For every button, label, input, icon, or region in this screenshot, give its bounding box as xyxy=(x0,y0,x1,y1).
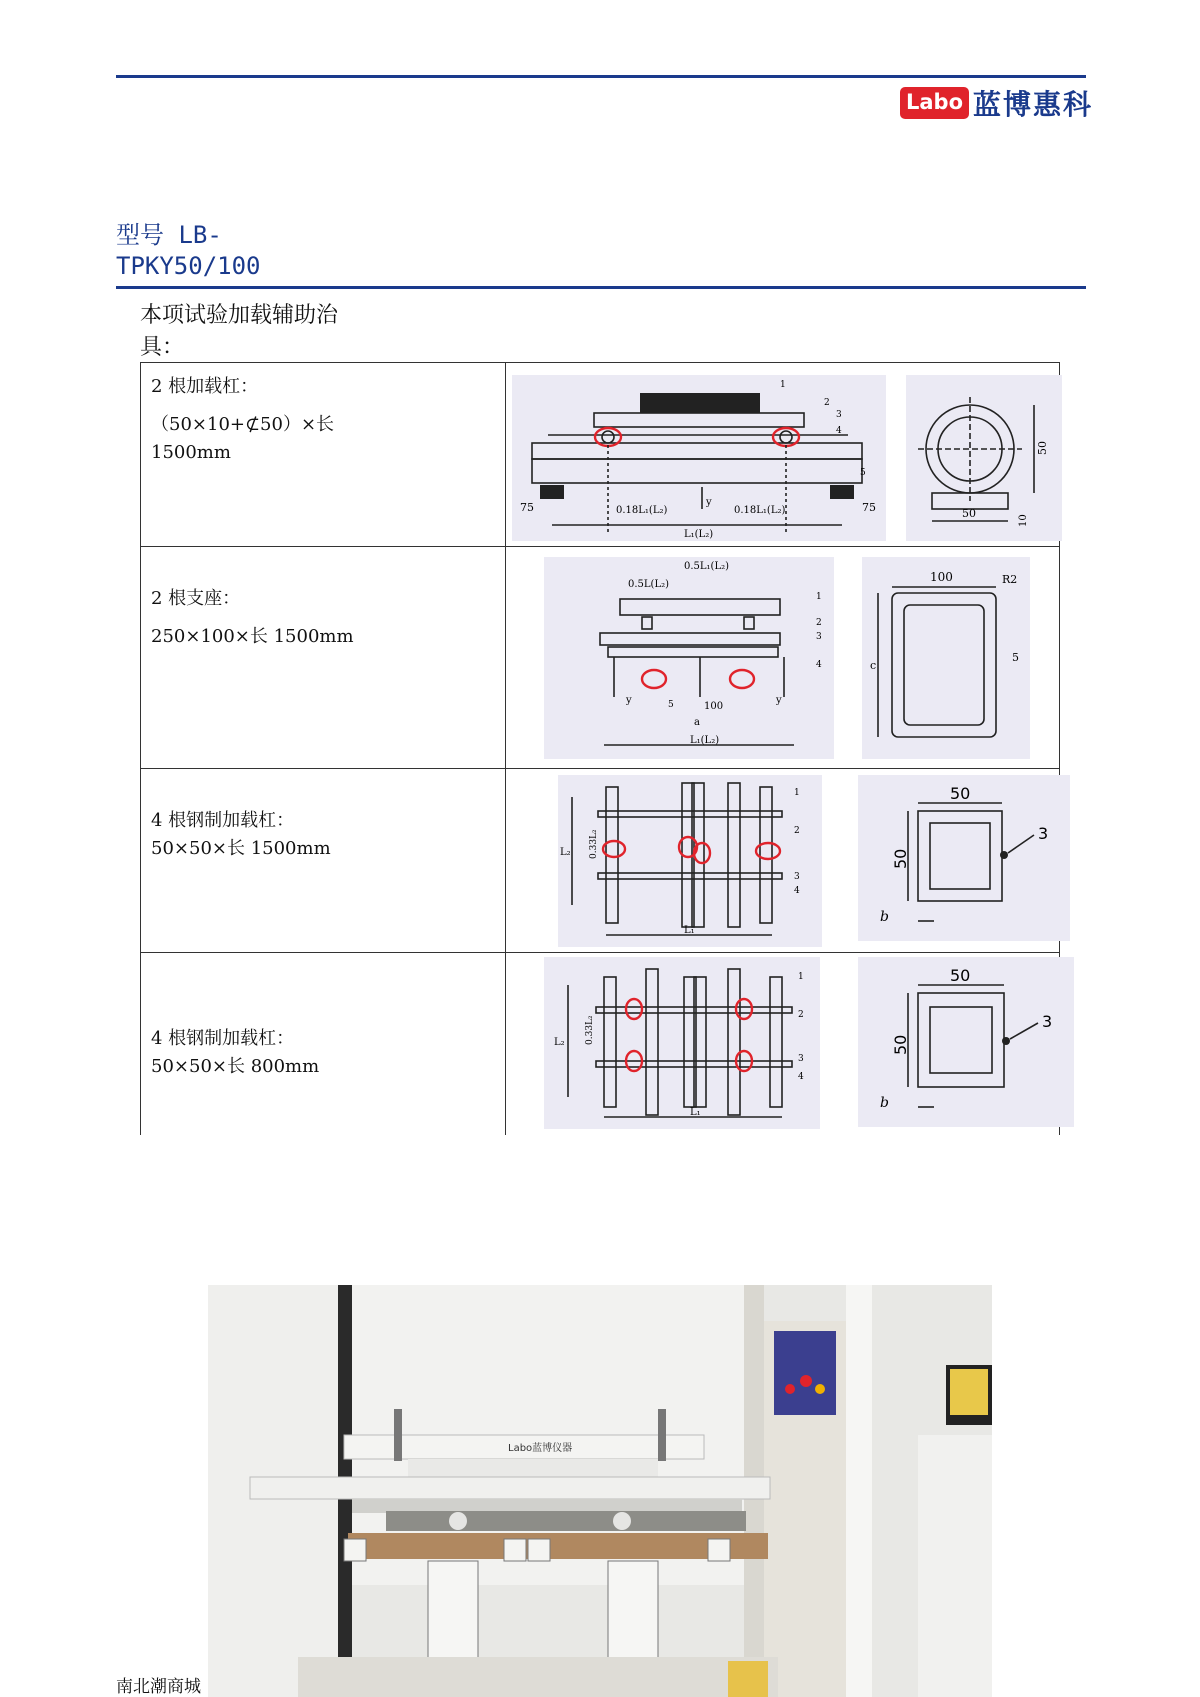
fig-label: b xyxy=(880,1095,889,1111)
fig-label: 0.18L₁(L₂) xyxy=(616,505,668,516)
figure-support-section xyxy=(862,557,1030,759)
fig-label: 50 xyxy=(950,784,971,803)
row-title: 4 根钢制加载杠： xyxy=(151,1028,295,1049)
fig-label: 50 xyxy=(950,966,971,985)
row-spec: 250×100×长 1500mm xyxy=(151,626,354,647)
logo-badge: Labo xyxy=(900,87,969,119)
figure-support-side xyxy=(544,557,834,759)
intro-line-1: 本项试验加载辅助治 xyxy=(140,303,339,328)
fig-label: 50 xyxy=(1036,441,1049,455)
row-title: 4 根钢制加载杠： xyxy=(151,810,295,831)
fig-label: 0.5L₁(L₂) xyxy=(684,561,730,572)
fig-label: 2 xyxy=(798,1010,804,1020)
row-title: 2 根支座： xyxy=(151,588,241,609)
fig-label: 4 xyxy=(816,660,822,670)
fig-label: 0.5L(L₂) xyxy=(628,579,669,590)
fig-label: L₁ xyxy=(684,925,695,936)
brand-logo xyxy=(900,86,1093,120)
header-rule xyxy=(116,75,1086,78)
fig-label: 0.18L₁(L₂) xyxy=(734,505,786,516)
figure-steel-bar-section xyxy=(858,775,1070,941)
figure-steel-bar-plan xyxy=(558,775,822,947)
fig-label: 5 xyxy=(1012,651,1019,664)
fig-label: 1 xyxy=(816,592,822,602)
fig-label: 3 xyxy=(1038,824,1049,843)
fig-label: 3 xyxy=(836,410,842,420)
fig-label: 75 xyxy=(520,501,534,514)
row-figure-cell xyxy=(506,769,1060,953)
fig-label: 100 xyxy=(930,570,953,584)
fig-label: 2 xyxy=(794,826,800,836)
fig-label: 5 xyxy=(668,700,674,710)
fig-label: y xyxy=(626,695,632,706)
logo-text: 蓝博惠科 xyxy=(973,88,1094,121)
fig-label: 75 xyxy=(862,501,876,514)
row-text-cell xyxy=(141,953,506,1135)
fig-label: 50 xyxy=(962,507,976,520)
fig-label: 2 xyxy=(824,398,830,408)
fixture-table xyxy=(140,362,1060,1135)
fig-label: 1 xyxy=(794,788,800,798)
figure-loading-bar-side xyxy=(512,375,886,541)
fig-label: L₂ xyxy=(554,1037,565,1048)
fig-label: 50 xyxy=(891,848,910,869)
figure-steel-bar-section-short xyxy=(858,957,1074,1127)
fig-label: 100 xyxy=(704,701,724,712)
fig-label: a xyxy=(694,717,700,728)
row-text-cell xyxy=(141,363,506,547)
fig-label: 3 xyxy=(798,1054,804,1064)
model-line-2: TPKY50/100 xyxy=(116,252,261,280)
fig-label: 4 xyxy=(836,426,842,436)
fig-label: b xyxy=(880,909,889,925)
fig-label: c xyxy=(870,659,877,672)
machine-brand-label: Labo蓝博仪器 xyxy=(508,1443,573,1454)
table-row xyxy=(141,363,1060,547)
fig-label: L₁(L₂) xyxy=(684,529,714,540)
fig-label: 3 xyxy=(816,632,822,642)
intro-line-2: 具： xyxy=(140,335,185,360)
fig-label: 3 xyxy=(1042,1012,1053,1031)
fig-label: L₂ xyxy=(560,847,571,858)
section-rule xyxy=(116,286,1086,289)
model-line-1: 型号 LB- xyxy=(116,221,222,249)
figure-loading-bar-section xyxy=(906,375,1062,541)
fig-label: y xyxy=(776,695,782,706)
machine-photo xyxy=(208,1285,992,1697)
fig-label: 50 xyxy=(891,1034,910,1055)
fig-label: 4 xyxy=(794,886,800,896)
row-spec: 1500mm xyxy=(151,442,231,463)
table-row xyxy=(141,547,1060,769)
fig-label: R2 xyxy=(1002,573,1018,586)
row-figure-cell xyxy=(506,953,1060,1135)
fig-label: 0.33L₂ xyxy=(589,829,599,859)
fig-label: 0.33L₂ xyxy=(585,1015,595,1045)
table-row xyxy=(141,769,1060,953)
fig-label: 1 xyxy=(780,380,786,390)
row-text-cell xyxy=(141,769,506,953)
fig-label: 3 xyxy=(794,872,800,882)
fig-label: 2 xyxy=(816,618,822,628)
fig-label: 4 xyxy=(798,1072,804,1082)
table-row xyxy=(141,953,1060,1135)
row-figure-cell xyxy=(506,363,1060,547)
row-figure-cell xyxy=(506,547,1060,769)
fig-label: 1 xyxy=(798,972,804,982)
fig-label: 5 xyxy=(860,468,866,478)
figure-steel-bar-plan-short xyxy=(544,957,820,1129)
row-spec: 50×50×长 800mm xyxy=(151,1056,320,1077)
row-spec: （50×10+⊄50）×长 xyxy=(151,414,335,435)
row-text-cell xyxy=(141,547,506,769)
fig-label: L₁(L₂) xyxy=(690,735,720,746)
fig-label: L₁ xyxy=(690,1107,701,1118)
footer-text: 南北潮商城 xyxy=(116,1677,201,1697)
fig-label: y xyxy=(706,497,712,508)
row-title: 2 根加载杠： xyxy=(151,376,259,397)
fig-label: 10 xyxy=(1018,514,1029,527)
row-spec: 50×50×长 1500mm xyxy=(151,838,331,859)
